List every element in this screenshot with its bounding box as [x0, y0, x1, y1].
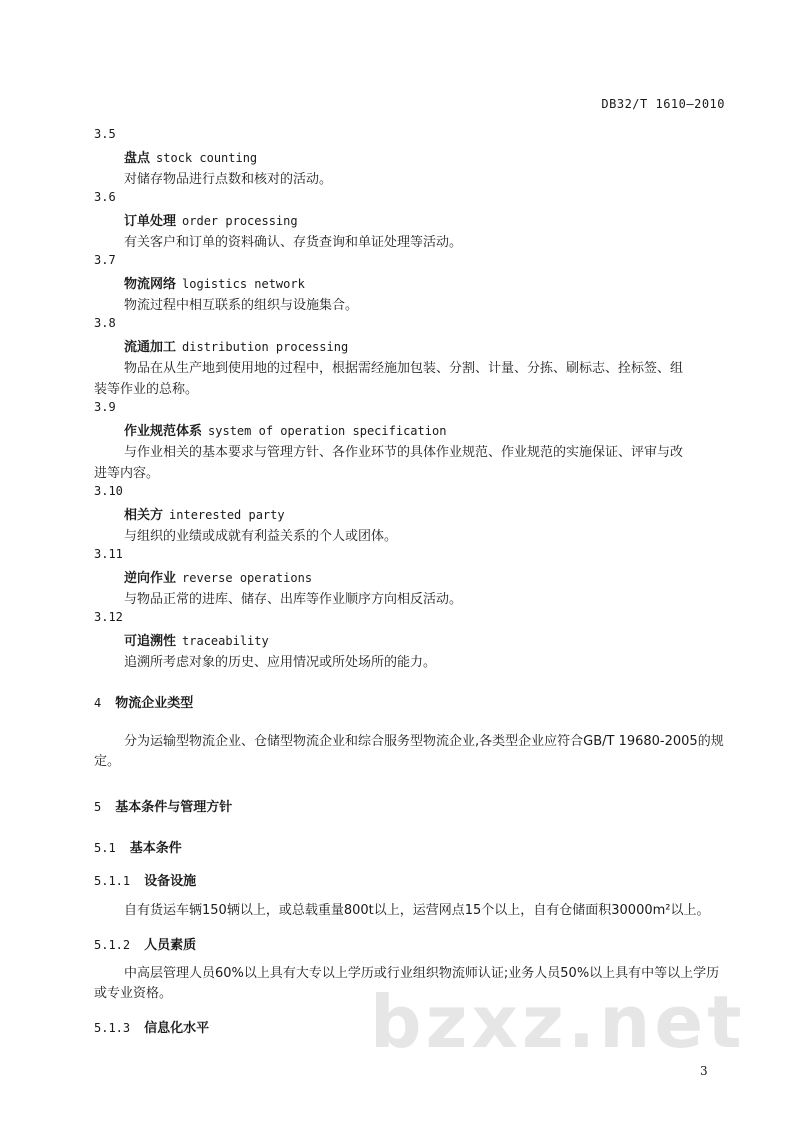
- term-title-en: traceability: [182, 634, 269, 648]
- term-title-zh: 可追溯性: [124, 634, 177, 649]
- section-title: 物流企业类型: [115, 696, 194, 711]
- section-number: 4: [94, 696, 102, 710]
- term-title-en: distribution processing: [182, 340, 349, 354]
- term-definition-continued: 装等作业的总称。: [94, 382, 199, 397]
- subsection-heading: [94, 934, 196, 953]
- term-title: [124, 273, 305, 292]
- term-number: 3.11: [94, 547, 123, 561]
- term-definition: 追溯所考虑对象的历史、应用情况或所处场所的能力。: [124, 655, 437, 670]
- subsection-number: 5.1: [94, 841, 116, 855]
- term-title: [124, 504, 285, 523]
- subsection-title: 人员素质: [144, 938, 197, 953]
- term-definition: 与作业相关的基本要求与管理方针、各作业环节的具体作业规范、作业规范的实施保证、评审与改: [124, 445, 684, 460]
- subsection-number: 5.1.2: [94, 938, 131, 952]
- page-number: 3: [700, 1064, 708, 1078]
- subsection-heading: [94, 1017, 209, 1036]
- term-title: [124, 630, 269, 649]
- subsection-number: 5.1.1: [94, 874, 131, 888]
- subsection-number: 5.1.3: [94, 1021, 131, 1035]
- term-definition-continued: 进等内容。: [94, 466, 160, 481]
- term-definition: 与组织的业绩或成就有利益关系的个人或团体。: [124, 529, 398, 544]
- term-number: 3.9: [94, 400, 116, 414]
- section-number: 5: [94, 800, 102, 814]
- term-title: [124, 420, 446, 439]
- subsection-title: 设备设施: [144, 874, 197, 889]
- term-title-zh: 作业规范体系: [124, 424, 203, 439]
- term-title: [124, 147, 257, 166]
- term-number: 3.5: [94, 127, 116, 141]
- term-title: [124, 567, 312, 586]
- term-number: 3.6: [94, 190, 116, 204]
- term-title-zh: 盘点: [124, 151, 151, 166]
- section-heading: [94, 692, 193, 711]
- watermark: bzxz.net: [370, 980, 746, 1064]
- term-number: 3.8: [94, 316, 116, 330]
- section-title: 基本条件与管理方针: [115, 800, 233, 815]
- section-body: 分为运输型物流企业、仓储型物流企业和综合服务型物流企业,各类型企业应符合GB/T 19680-2005的规定。: [94, 734, 724, 769]
- term-title-zh: 物流网络: [124, 277, 177, 292]
- standard-code: DB32/T 1610—2010: [601, 97, 725, 111]
- term-number: 3.12: [94, 610, 123, 624]
- term-title: [124, 336, 348, 355]
- term-number: 3.7: [94, 253, 116, 267]
- term-number: 3.10: [94, 484, 123, 498]
- term-title-zh: 相关方: [124, 508, 164, 523]
- term-title-zh: 订单处理: [124, 214, 177, 229]
- subsection-heading: [94, 870, 196, 889]
- term-title-en: reverse operations: [182, 571, 313, 585]
- subsection-title: 基本条件: [129, 841, 182, 856]
- term-title-en: order processing: [182, 214, 298, 228]
- section-heading: [94, 796, 232, 815]
- subsection-body: 中高层管理人员60%以上具有大专以上学历或行业组织物流师认证;业务人员50%以上具有中等以上学历或专业资格。: [94, 966, 720, 1001]
- term-title-en: stock counting: [156, 151, 258, 165]
- subsection-heading: [94, 837, 182, 856]
- term-title-zh: 逆向作业: [124, 571, 177, 586]
- term-title: [124, 210, 298, 229]
- term-title-en: interested party: [169, 508, 285, 522]
- term-definition: 对储存物品进行点数和核对的活动。: [124, 172, 333, 187]
- term-definition: 物品在从生产地到使用地的过程中，根据需经施加包装、分割、计量、分拣、刷标志、拴标签、组: [124, 361, 684, 376]
- term-definition: 与物品正常的进库、储存、出库等作业顺序方向相反活动。: [124, 592, 463, 607]
- term-title-en: system of operation specification: [208, 424, 447, 438]
- term-definition: 物流过程中相互联系的组织与设施集合。: [124, 298, 359, 313]
- subsection-body: 自有货运车辆150辆以上，或总载重量800t以上，运营网点15个以上，自有仓储面积30000m²以上。: [124, 903, 710, 918]
- term-title-zh: 流通加工: [124, 340, 177, 355]
- term-title-en: logistics network: [182, 277, 305, 291]
- term-definition: 有关客户和订单的资料确认、存货查询和单证处理等活动。: [124, 235, 463, 250]
- subsection-title: 信息化水平: [144, 1021, 210, 1036]
